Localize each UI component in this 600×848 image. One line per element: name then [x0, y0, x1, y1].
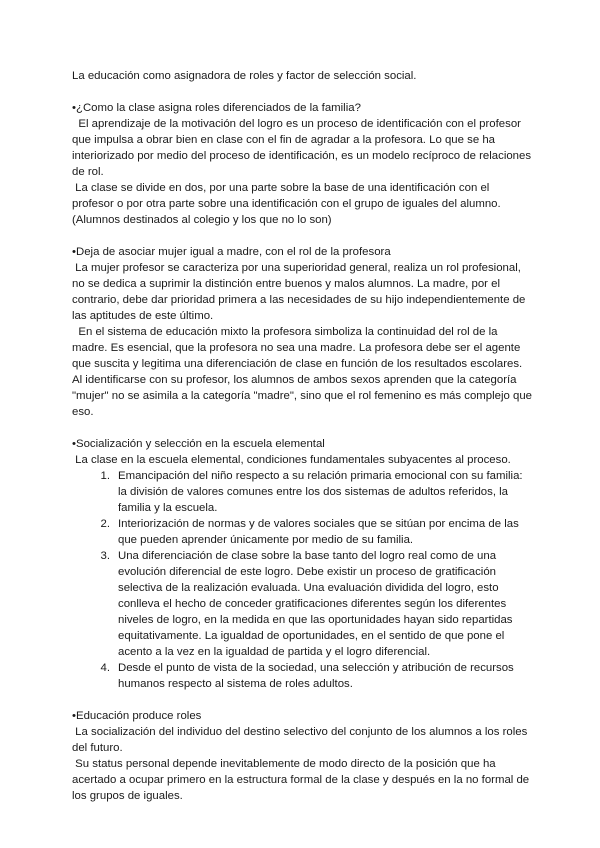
paragraph: En el sistema de educación mixto la profesora simboliza la continuidad del rol de la madre. Es esencial, que la profesora no sea una madre. La profesora debe ser el agente que suscita y legitima una diferenciación de clase en función de los resultados escolares. Al identificarse con su profesor, los alumnos de ambos sexos aprenden que la categoría "mujer" no se asimila a la categoría "madre", sino que el rol femenino es más complejo que eso.: [72, 326, 536, 418]
numbered-list: [72, 468, 532, 692]
paragraph: La socialización del individuo del destino selectivo del conjunto de los alumnos a los roles del futuro.: [72, 726, 531, 754]
section-heading: •Educación produce roles: [72, 710, 202, 722]
section-heading: •¿Como la clase asigna roles diferenciados de la familia?: [72, 102, 361, 114]
list-item-number: 4.: [100, 662, 110, 674]
list-item-number: 3.: [100, 550, 110, 562]
list-item: [100, 516, 532, 548]
paragraph: La clase se divide en dos, por una parte sobre la base de una identificación con el profesor o por otra parte sobre una identificación con el grupo de iguales del alumno. (Alumnos destinados al colegio y los que no lo son): [72, 182, 504, 226]
section-educacion-roles: [72, 708, 532, 804]
section-heading: •Socialización y selección en la escuela elemental: [72, 438, 325, 450]
paragraph: Su status personal depende inevitablemente de modo directo de la posición que ha acertado a ocupar primero en la estructura formal de la clase y después en la no formal de los grupos de iguales.: [72, 758, 533, 802]
list-item: [100, 468, 532, 516]
list-item: [100, 548, 532, 660]
list-item-text: Desde el punto de vista de la sociedad, una selección y atribución de recursos humanos respecto al sistema de roles adultos.: [118, 662, 514, 690]
section-heading: •Deja de asociar mujer igual a madre, con el rol de la profesora: [72, 246, 391, 258]
list-item-text: Una diferenciación de clase sobre la base tanto del logro real como de una evolución diferencial de este logro. Debe existir un proceso de gratificación selectiva de la realización evaluada. Una evaluación dividida del logro, esto conlleva el hecho de conceder gratificaciones diferentes según los diferentes niveles de logro, en la medida en que las oportunidades hayan sido repartidas equitativamente. La igualdad de oportunidades, en el sentido de que pone el acento a la vez en la igualdad de partida y el logro diferencial.: [118, 550, 513, 658]
list-item-number: 2.: [100, 518, 110, 530]
list-item: [100, 660, 532, 692]
paragraph: La mujer profesor se caracteriza por una superioridad general, realiza un rol profesional, no se dedica a suprimir la distinción entre buenos y malos alumnos. La madre, por el contrario, debe dar prioridad primera a las necesidades de su hijo independientemente de las aptitudes de este último.: [72, 262, 529, 322]
section-socializacion-seleccion: [72, 436, 532, 692]
section-mujer-madre: [72, 244, 536, 420]
section-intro: La clase en la escuela elemental, condiciones fundamentales subyacentes al proceso.: [72, 454, 511, 466]
list-item-text: Interiorización de normas y de valores sociales que se sitúan por encima de las que pueden aprender únicamente por medio de su familia.: [118, 518, 519, 546]
document-page: [72, 68, 536, 804]
paragraph: El aprendizaje de la motivación del logro es un proceso de identificación con el profesor que impulsa a obrar bien en clase con el fin de agradar a la profesora. Lo que se ha interiorizado por medio del proceso de identificación, es un modelo recíproco de relaciones de rol.: [72, 118, 535, 178]
list-item-text: Emancipación del niño respecto a su relación primaria emocional con su familia: la división de valores comunes entre los dos sistemas de adultos referidos, la familia y la escuela.: [118, 470, 523, 514]
document-title: La educación como asignadora de roles y factor de selección social.: [72, 70, 417, 82]
section-clase-roles: [72, 100, 535, 228]
list-item-number: 1.: [100, 470, 110, 482]
